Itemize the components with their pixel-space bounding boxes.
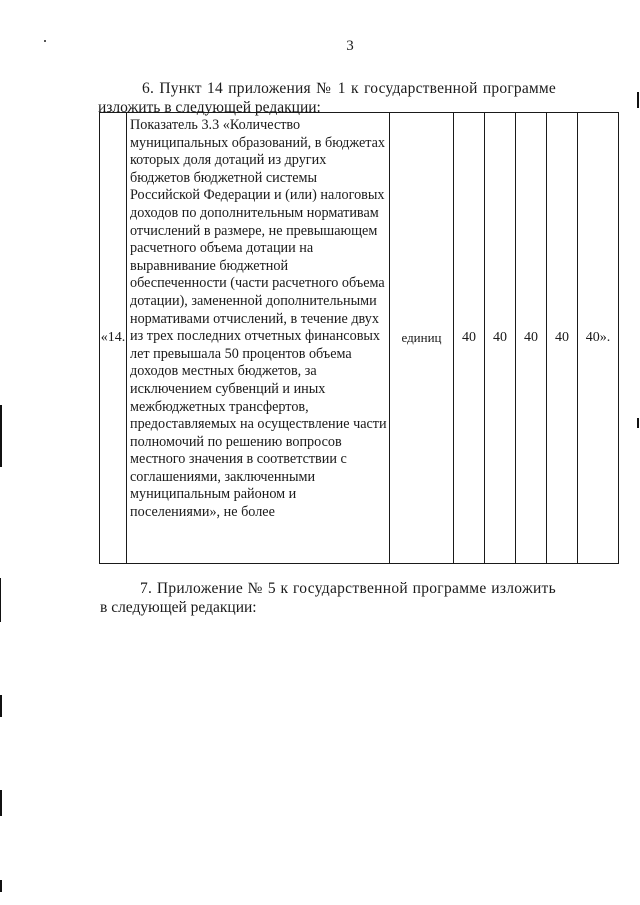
row-number-cell: «14. [100, 113, 127, 564]
scan-mark [0, 880, 2, 892]
scan-mark [0, 790, 2, 816]
scan-speck [44, 40, 46, 42]
scan-mark [0, 405, 2, 467]
scan-mark [637, 92, 639, 108]
value-cell-5: 40». [578, 113, 619, 564]
value-cell-1: 40 [454, 113, 485, 564]
paragraph-6-line-1: 6. Пункт 14 приложения № 1 к государственной программе [142, 80, 556, 97]
unit-cell: единиц [390, 113, 454, 564]
paragraph-7 [100, 579, 556, 617]
page-number: 3 [346, 38, 354, 54]
paragraph-6-line-2: изложить в следующей редакции: [98, 99, 321, 116]
table-row [100, 113, 619, 564]
value-cell-3: 40 [516, 113, 547, 564]
value-cell-4: 40 [547, 113, 578, 564]
value-cell-2: 40 [485, 113, 516, 564]
scan-mark [0, 578, 1, 622]
paragraph-7-line-2: в следующей редакции: [100, 599, 257, 616]
scan-mark [637, 418, 639, 428]
paragraph-7-line-1: 7. Приложение № 5 к государственной программе изложить [140, 580, 556, 597]
indicator-name-cell: Показатель 3.3 «Количество муниципальных образований, в бюджетах которых доля дотаций из других бюджетов бюджетной системы Российской Федерации и (или) налоговых доходов по дополнительным нормативам отчислений в размере, не превышающем расчетного объема дотации на выравнивание бюджетной обеспеченности (части расчетного объема дотации), замененной дополнительными нормативами отчислений, в течение двух из трех последних отчетных финансовых лет превышала 50 процентов объема доходов местных бюджетов, за исключением субвенций и иных межбюджетных трансфертов, предоставляемых на осуществление части полномочий по решению вопросов местного значения в соответствии с соглашениями, заключенными муниципальным районом и поселениями», не более [127, 113, 390, 564]
indicator-table [99, 112, 619, 564]
scan-mark [0, 695, 2, 717]
